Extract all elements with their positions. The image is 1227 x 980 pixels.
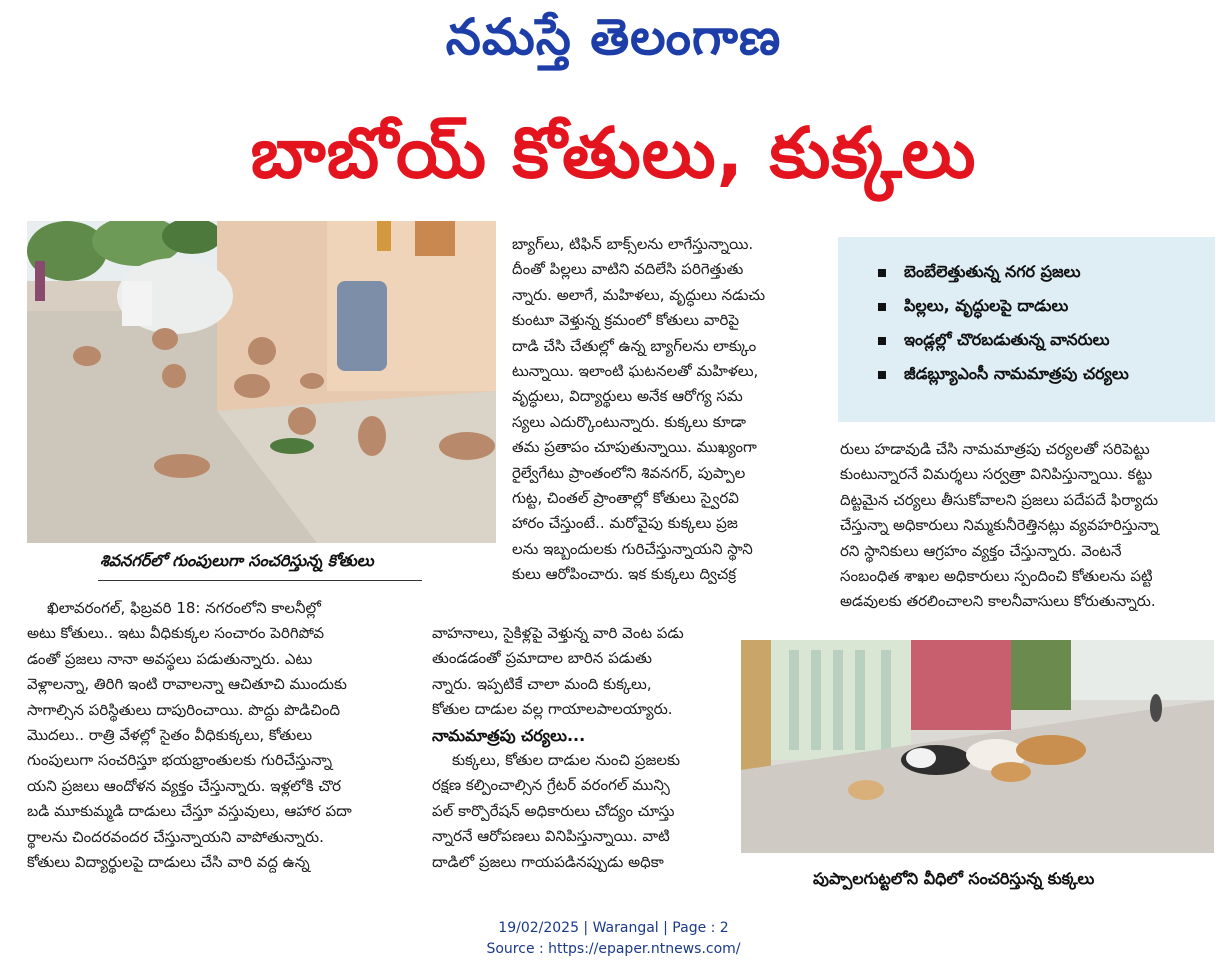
bullet-icon bbox=[878, 337, 886, 345]
body-line: గుట్ట, చింతల్ ప్రాంతాల్లో కోతులు స్వైరవి bbox=[512, 489, 739, 508]
body-line: బ్యాగ్‌లు, టిఫిన్ బాక్స్‌లను లాగేస్తున్నాయి. bbox=[512, 235, 754, 253]
body-line: రక్షణ కల్పించాల్సిన గ్రేటర్ వరంగల్ మున్సి bbox=[432, 776, 670, 795]
body-line: వృద్ధులు, విద్యార్థులు అనేక ఆరోగ్య సమ bbox=[512, 387, 743, 406]
body-line: గుంపులుగా సంచరిస్తూ భయభ్రాంతులకు గురిచేస్తున్నా bbox=[27, 751, 333, 770]
body-line: న్నారు. ఇప్పటికే చాలా మంది కుక్కలు, bbox=[432, 674, 652, 693]
body-line: డంతో ప్రజలు నానా అవస్థలు పడుతున్నారు. ఎటు bbox=[27, 649, 313, 668]
bullet-icon bbox=[878, 269, 886, 277]
highlight-text: బెంబేలెత్తుతున్న నగర ప్రజలు bbox=[904, 262, 1081, 281]
body-line: కోతుల దాడుల వల్ల గాయాలపాలయ్యారు. bbox=[432, 700, 673, 719]
highlights-box bbox=[838, 237, 1215, 422]
dogs-illustration bbox=[741, 640, 1214, 853]
body-line: లను ఇబ్బందులకు గురిచేస్తున్నాయని స్థాని bbox=[512, 539, 753, 558]
body-line: చేస్తున్నా అధికారులు నిమ్మకునీరెత్తినట్లు వ్యవహరిస్తున్నా bbox=[840, 516, 1159, 535]
body-line: స్యలు ఎదుర్కొంటున్నారు. కుక్కలు కూడా bbox=[512, 412, 746, 431]
footer-source: Source : https://epaper.ntnews.com/ bbox=[486, 941, 741, 957]
body-line: ర్థాలను చిందరవందర చేస్తున్నాయని వాపోతున్నారు. bbox=[27, 827, 324, 846]
body-line: సాగాల్సిన పరిస్థితులు దాపురించాయి. పొద్దు పొడిచింది bbox=[27, 700, 341, 719]
highlight-item bbox=[878, 323, 1215, 357]
body-line: కోతులు విద్యార్థులపై దాడులు చేసి వారి వద్ద ఉన్న bbox=[27, 853, 310, 872]
monkeys-illustration bbox=[27, 221, 496, 543]
body-line: తమ ప్రతాపం చూపుతున్నాయి. ముఖ్యంగా bbox=[512, 438, 757, 457]
highlight-text: జీడబ్ల్యూఎంసీ నామమాత్రపు చర్యలు bbox=[904, 364, 1129, 383]
highlight-text: ఇండ్లల్లో చొరబడుతున్న వానరులు bbox=[904, 330, 1110, 349]
body-line: రని స్థానికులు ఆగ్రహం వ్యక్తం చేస్తున్నారు. వెంటనే bbox=[840, 541, 1122, 560]
body-line: హారం చేస్తుంటే.. మరోవైపు కుక్కలు ప్రజ bbox=[512, 514, 738, 533]
highlight-item bbox=[878, 255, 1215, 289]
body-line: తుండడంతో ప్రమాదాల బారిన పడుతు bbox=[432, 649, 652, 668]
body-line: న్నారనే ఆరోపణలు వినిపిస్తున్నాయి. వాటి bbox=[432, 827, 670, 846]
highlight-item bbox=[878, 357, 1215, 391]
body-line: రులు హడావుడి చేసి నామమాత్రపు చర్యలతో సరిపెట్టు bbox=[840, 440, 1150, 458]
caption-rule bbox=[98, 580, 422, 581]
body-line: టున్నాయి. ఇలాంటి ఘటనలతో మహిళలు, bbox=[512, 362, 759, 381]
body-line: యని ప్రజలు ఆందోళన వ్యక్తం చేస్తున్నారు. ఇళ్లలోకి చొర bbox=[27, 776, 342, 795]
body-line: వాహనాలు, సైకిళ్లపై వెళ్తున్న వారి వెంట పడు bbox=[432, 624, 684, 642]
body-line: మొదలు.. రాత్రి వేళల్లో సైతం వీధికుక్కలు, కోతులు bbox=[27, 726, 313, 745]
body-line: దీంతో పిల్లలు వాటిని వదిలేసి పరిగెత్తుతు bbox=[512, 260, 744, 279]
bullet-icon bbox=[878, 303, 886, 311]
highlight-item bbox=[878, 289, 1215, 323]
dogs-caption: పుప్పాలగుట్టలోని వీధిలో సంచరిస్తున్న కుక్కలు bbox=[813, 869, 1095, 888]
body-line: రైల్వేగేటు ప్రాంతంలోని శివనగర్, పుప్పాల bbox=[512, 463, 746, 482]
body-line: కుంటూ వెళ్తున్న క్రమంలో కోతులు వారిపై bbox=[512, 311, 740, 330]
body-line: దిట్టమైన చర్యలు తీసుకోవాలని ప్రజలు పదేపదే ఫిర్యాదు bbox=[840, 490, 1159, 509]
body-line: దాడి చేసి చేతుల్లో ఉన్న బ్యాగ్‌లను లాక్కుం bbox=[512, 336, 757, 355]
body-line: అటు కోతులు.. ఇటు వీధికుక్కల సంచారం పెరిగిపోవ bbox=[27, 624, 325, 643]
body-line: కులు ఆరోపించారు. ఇక కుక్కలు ద్విచక్ర bbox=[512, 565, 737, 584]
body-line: పల్ కార్పొరేషన్ అధికారులు చోద్యం చూస్తు bbox=[432, 801, 675, 820]
headline: బాబోయ్ కోతులు, కుక్కలు bbox=[250, 112, 977, 194]
body-line: కుంటున్నారనే విమర్శలు సర్వత్రా వినిపిస్తున్నాయి. కట్టు bbox=[840, 465, 1153, 484]
body-line: దాడిలో ప్రజలు గాయపడినప్పుడు అధికా bbox=[432, 852, 664, 871]
masthead: నమస్తే తెలంగాణ bbox=[445, 8, 782, 66]
monkeys-caption: శివనగర్‌లో గుంపులుగా సంచరిస్తున్న కోతులు bbox=[100, 551, 374, 570]
monkeys-photo bbox=[27, 221, 496, 543]
dogs-photo bbox=[741, 640, 1214, 853]
body-line: బడి మూకుమ్మడి దాడులు చేస్తూ వస్తువులు, ఆహార పదా bbox=[27, 802, 352, 821]
footer-edition: 19/02/2025 | Warangal | Page : 2 bbox=[498, 920, 729, 936]
body-line: అడవులకు తరలించాలని కాలనీవాసులు కోరుతున్నారు. bbox=[840, 592, 1156, 611]
body-line: సంబంధిత శాఖల అధికారులు స్పందించి కోతులను పట్టి bbox=[840, 567, 1153, 586]
body-line: కుక్కలు, కోతుల దాడుల నుంచి ప్రజలకు bbox=[452, 751, 681, 770]
body-line: ఖిలావరంగల్, ఫిబ్రవరి 18: నగరంలోని కాలనీల్లో bbox=[47, 599, 321, 617]
column-2-top bbox=[512, 232, 810, 588]
bullet-icon bbox=[878, 371, 886, 379]
column-3 bbox=[840, 437, 1215, 615]
column-1 bbox=[27, 596, 414, 875]
subheading: నామమాత్రపు చర్యలు... bbox=[432, 725, 586, 745]
highlight-text: పిల్లలు, వృద్ధులపై దాడులు bbox=[904, 296, 1069, 315]
column-2-bottom bbox=[432, 621, 728, 875]
body-line: వెళ్లాలన్నా, తిరిగి ఇంటి రావాలన్నా ఆచితూచి ముందుకు bbox=[27, 675, 347, 694]
body-line: న్నారు. అలాగే, మహిళలు, వృద్ధులు నడుచు bbox=[512, 285, 766, 304]
